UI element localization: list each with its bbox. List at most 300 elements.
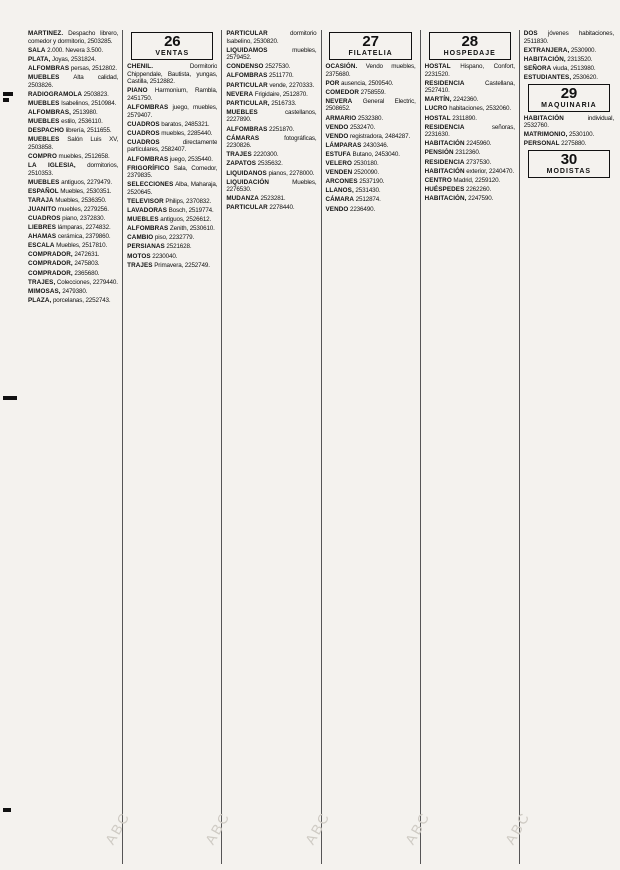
ad-keyword: MARTÍN, — [424, 96, 452, 104]
ad-keyword: OCASIÓN. — [325, 63, 358, 70]
ad-text: 2520090. — [352, 169, 379, 177]
ad-keyword: HUÉSPEDES — [424, 185, 465, 193]
ad-keyword: LIQUIDANOS — [226, 169, 267, 177]
column-4 — [325, 30, 415, 864]
watermark: ABC — [201, 808, 234, 848]
ad-keyword: ALFOMBRAS — [28, 64, 70, 72]
ad-keyword: MARTINEZ. — [28, 30, 64, 37]
ad-text: 2537190. — [357, 178, 385, 186]
margin-mark — [3, 808, 11, 812]
classified-ad — [28, 188, 118, 196]
ad-text: 2531430. — [353, 187, 381, 195]
ad-keyword: PLATA, — [28, 55, 51, 63]
ad-text: 2.000. Nevera 3.500. — [45, 46, 103, 54]
column-5 — [425, 30, 515, 864]
ad-keyword: DESPACHO — [28, 127, 65, 135]
column-divider — [420, 30, 421, 864]
classified-ad — [226, 82, 316, 90]
ad-text: muebles, 2285440. — [159, 129, 213, 137]
classified-ad — [325, 196, 415, 204]
ad-keyword: CÁMARAS — [226, 134, 260, 142]
classified-ad — [425, 105, 515, 113]
ad-text: persas, 2512802. — [69, 64, 118, 72]
classified-ad — [226, 204, 316, 212]
classified-ad — [28, 100, 118, 108]
ad-text: 2262260. — [464, 185, 492, 193]
ad-text: directamente particulares, 2582407. — [127, 138, 218, 154]
ad-keyword: PENSIÓN — [424, 149, 454, 157]
ad-text: juego, 2535440. — [168, 155, 213, 163]
classified-ad — [524, 56, 614, 64]
ad-keyword: MUEBLES — [28, 178, 60, 186]
classified-ad — [425, 149, 515, 157]
ad-keyword: HABITACIÓN — [523, 114, 564, 122]
ad-keyword: ARMARIO — [325, 114, 357, 122]
ad-keyword: ALFOMBRAS — [127, 103, 169, 111]
ad-text: 2516733. — [269, 99, 297, 107]
ad-keyword: TRAJES — [127, 261, 153, 269]
ad-text: 2247590. — [466, 194, 494, 202]
ad-text: señoras, 2231630. — [424, 123, 515, 139]
ad-text: 2472631. — [72, 251, 100, 259]
ad-keyword: MUEBLES — [28, 136, 60, 144]
ad-keyword: PARTICULAR, — [226, 99, 270, 107]
ad-text: Colecciones, 2279440. — [55, 278, 118, 286]
ad-text: 2530620. — [571, 73, 598, 81]
classified-ad — [325, 89, 415, 97]
ad-keyword: DOS — [523, 30, 538, 37]
classified-ad — [127, 87, 217, 102]
ad-text: Zenith, 2530610. — [168, 225, 215, 233]
ad-keyword: COMPRADOR, — [28, 269, 73, 277]
ad-text: 2530180. — [351, 160, 379, 168]
classified-ad — [127, 139, 217, 154]
ad-keyword: JUANITO — [28, 205, 57, 213]
ad-text: Frigidaire, 2512870. — [253, 90, 308, 98]
ad-keyword: MIMOSAS, — [28, 287, 61, 295]
ad-text: Alba, Maharaja, 2520645. — [127, 181, 218, 196]
column-divider — [519, 30, 520, 864]
classified-ad — [127, 165, 217, 180]
classified-ad — [28, 162, 118, 177]
ad-text: vende, 2270333. — [267, 81, 315, 89]
classified-ad — [28, 91, 118, 99]
ad-keyword: ESTUDIANTES, — [523, 73, 572, 81]
ad-keyword: CUADROS — [28, 214, 61, 222]
ad-keyword: PARTICULAR — [226, 81, 268, 89]
ad-keyword: MUEBLES — [28, 99, 60, 107]
section-number: 26 — [164, 33, 181, 50]
ad-text: muebles, 2579452. — [226, 46, 317, 62]
ad-text: Madrid, 2259120. — [451, 176, 501, 184]
ad-keyword: SELECCIONES — [127, 181, 174, 189]
classified-ad — [425, 159, 515, 167]
ad-keyword: LIQUIDAMOS — [226, 46, 268, 54]
ad-keyword: MUEBLES — [127, 216, 159, 224]
ad-text: antiguos, 2279479. — [59, 178, 112, 186]
ad-text: 2278440. — [267, 204, 295, 212]
classified-ad — [425, 80, 515, 95]
ad-keyword: RADIOGRAMOLA — [28, 90, 83, 98]
ad-keyword: COMPRO — [28, 152, 57, 160]
classified-ad — [425, 124, 515, 139]
margin-mark — [3, 92, 13, 96]
ad-text: dormitorio Isabelino, 2530820. — [226, 30, 317, 45]
ad-keyword: VENDEN — [325, 169, 353, 177]
classified-ad — [28, 56, 118, 64]
classified-ad — [524, 74, 614, 82]
ad-text: 2313520. — [565, 55, 593, 63]
ad-keyword: CAMBIO — [127, 234, 154, 242]
ad-keyword: COMPRADOR, — [28, 260, 73, 268]
section-header-modistas — [528, 150, 610, 178]
ad-keyword: RESIDENCIA — [424, 79, 465, 87]
ad-text: 2275880. — [559, 140, 587, 148]
ad-keyword: PERSONAL — [523, 140, 560, 148]
ad-keyword: HOSTAL — [424, 114, 451, 122]
ad-keyword: NEVERA — [325, 97, 353, 105]
classified-ad — [524, 47, 614, 55]
ad-text: 2365680. — [72, 269, 100, 277]
classified-ad — [524, 140, 614, 148]
ad-keyword: TRAJES, — [28, 278, 56, 286]
ad-text: General Electric, 2508652. — [325, 97, 416, 113]
classified-ad — [28, 127, 118, 135]
classified-ad — [226, 47, 316, 62]
column-6 — [524, 30, 614, 864]
classified-ad — [28, 109, 118, 117]
classified-ad — [28, 288, 118, 296]
classified-ad — [524, 30, 614, 45]
classified-ad — [325, 98, 415, 113]
classified-ad — [524, 131, 614, 139]
classified-ad — [28, 242, 118, 250]
ad-keyword: ESTUFA — [325, 150, 351, 158]
ad-text: Philips, 2370832. — [163, 198, 212, 205]
ad-text: lámparas, 2274832. — [56, 224, 111, 232]
ad-keyword: ALFOMBRAS — [226, 125, 268, 133]
classified-ad — [425, 63, 515, 78]
ad-text: piso, 2232779. — [153, 234, 195, 242]
margin-mark — [3, 396, 17, 400]
classified-ad — [325, 206, 415, 214]
ad-text: 2230040. — [150, 252, 178, 260]
classified-ad — [325, 133, 415, 141]
classified-ad — [325, 169, 415, 177]
column-divider — [221, 30, 222, 864]
ad-keyword: LA IGLESIA, — [28, 161, 76, 169]
ad-keyword: COMEDOR — [325, 88, 360, 96]
classified-ad — [226, 126, 316, 134]
ad-text: 2527530. — [263, 63, 291, 71]
classified-ad — [28, 297, 118, 305]
ad-text: Hispano, Confort, 2231520. — [424, 63, 515, 78]
classified-ad — [127, 130, 217, 138]
ad-keyword: ESPAÑOL — [28, 187, 59, 195]
ad-text: piano, 2372830. — [60, 214, 106, 222]
ad-text: 2758559. — [359, 88, 386, 96]
classified-ad — [127, 216, 217, 224]
ad-text: Bosch, 2519774. — [167, 207, 214, 215]
ad-text: 2530100. — [567, 131, 595, 139]
classified-ad — [325, 151, 415, 159]
classified-ad — [28, 233, 118, 241]
ad-text: individual, 2532760. — [523, 114, 614, 130]
ad-keyword: AHAMAS — [28, 233, 57, 241]
ad-keyword: ARCONES — [325, 178, 358, 186]
ad-text: jóvenes habitaciones, 2511830. — [523, 30, 614, 45]
ad-text: habitaciones, 2532060. — [447, 105, 511, 113]
ad-keyword: MOTOS — [127, 252, 151, 260]
ad-keyword: MUEBLES — [28, 73, 60, 81]
ad-text: Primavera, 2252749. — [152, 261, 210, 269]
ad-text: Muebles, 2536350. — [53, 196, 107, 204]
ad-text: Muebles, 2517810. — [54, 242, 108, 250]
ad-text: 2220300. — [251, 151, 279, 159]
classified-ad — [325, 178, 415, 186]
classified-ad — [28, 65, 118, 73]
ad-text: pianos, 2278000. — [266, 169, 315, 177]
ad-text: 2245960. — [464, 140, 492, 148]
ad-text: Sala, Comedor, 2379835. — [127, 164, 218, 180]
ad-text: 2430346. — [361, 141, 389, 149]
ad-keyword: PIANO — [127, 87, 148, 95]
classified-ad — [28, 136, 118, 151]
classified-ad — [127, 63, 217, 86]
ad-keyword: HOSTAL — [424, 63, 451, 70]
ad-keyword: MATRIMONIO, — [523, 131, 568, 139]
ad-text: dormitorios, 2510353. — [28, 161, 119, 177]
margin-mark — [3, 98, 9, 102]
classified-ad — [127, 243, 217, 251]
classified-ad — [127, 234, 217, 242]
classified-ad — [226, 160, 316, 168]
ad-keyword: PARTICULAR — [226, 30, 268, 37]
ad-text: Salón Luis XV, 2503858. — [28, 136, 119, 151]
classified-ad — [524, 65, 614, 73]
classifieds-page — [28, 30, 614, 864]
ad-keyword: CHENIL. — [127, 63, 154, 70]
ad-text: Dormitorio Chippendale, Bautista, yungas, Castilla, 2512882. — [127, 63, 218, 86]
watermark: ABC — [501, 808, 534, 848]
ad-text: librería, 2511655. — [64, 127, 112, 135]
ad-text: juego, muebles, 2579407. — [127, 103, 218, 119]
section-number: 27 — [362, 33, 379, 50]
column-1 — [28, 30, 118, 864]
section-header-ventas — [131, 32, 213, 60]
classified-ad — [127, 181, 217, 196]
classified-ad — [425, 115, 515, 123]
classified-ad — [325, 187, 415, 195]
ad-keyword: PARTICULAR — [226, 204, 268, 212]
ad-text: Vendo muebles, 2375680. — [325, 63, 416, 78]
ad-keyword: CUADROS — [127, 120, 160, 128]
ad-keyword: LIQUIDACIÓN — [226, 178, 270, 186]
classified-ad — [325, 160, 415, 168]
ad-keyword: SALA — [28, 46, 46, 54]
ad-keyword: CENTRO — [424, 176, 452, 184]
ad-keyword: ALFOMBRAS, — [28, 108, 71, 116]
ad-keyword: LIEBRES — [28, 224, 56, 232]
ad-keyword: ALFOMBRAS — [127, 225, 169, 233]
ad-text: Isabelinos, 2510984. — [59, 99, 117, 107]
ad-keyword: VENDO — [325, 132, 349, 140]
ad-text: Harmonium, Rambla, 2451750. — [127, 87, 218, 102]
ad-text: 2521628. — [164, 243, 192, 251]
classified-ad — [127, 104, 217, 119]
ad-keyword: CUADROS — [127, 129, 160, 137]
classified-ad — [127, 156, 217, 164]
classified-ad — [28, 197, 118, 205]
classified-ad — [226, 135, 316, 150]
ad-text: 2475803. — [72, 260, 100, 268]
ad-text: 2737530. — [464, 158, 492, 166]
ad-text: exterior, 2240470. — [464, 167, 514, 175]
ad-keyword: VENDO — [325, 123, 349, 131]
ad-keyword: POR — [325, 79, 340, 87]
watermark: ABC — [301, 808, 334, 848]
ad-keyword: CUADROS — [127, 138, 160, 146]
ad-text: 2242360. — [451, 96, 479, 104]
ad-keyword: PLAZA, — [28, 296, 52, 304]
ad-text: Joyas, 2531824. — [50, 55, 96, 63]
section-title: MODISTAS — [546, 167, 592, 175]
column-divider — [321, 30, 322, 864]
ad-text: 2236490. — [348, 205, 376, 213]
ad-text: muebles, 2279256. — [56, 205, 109, 213]
ad-text: 2512874. — [354, 196, 381, 204]
ad-text: antiguos, 2526612. — [158, 216, 212, 224]
ad-keyword: TARAJA — [28, 196, 54, 204]
classified-ad — [226, 195, 316, 203]
classified-ad — [425, 168, 515, 176]
classified-ad — [28, 260, 118, 268]
classified-ad — [127, 262, 217, 270]
classified-ad — [127, 225, 217, 233]
ad-text: estilo, 2536110. — [59, 117, 103, 125]
ad-text: castellanos, 2227890. — [226, 108, 317, 124]
section-header-hospedaje — [429, 32, 511, 60]
section-title: HOSPEDAJE — [443, 50, 496, 57]
classified-ad — [325, 115, 415, 123]
classified-ad — [425, 177, 515, 185]
classified-ad — [28, 215, 118, 223]
classified-ad — [127, 121, 217, 129]
classified-ad — [28, 179, 118, 187]
ad-text: cerámica, 2379860. — [56, 233, 111, 241]
ad-text: Butano, 2453040. — [350, 150, 400, 158]
classified-ad — [226, 91, 316, 99]
ad-keyword: ZAPATOS — [226, 160, 257, 168]
ad-keyword: CÁMARA — [325, 196, 355, 204]
classified-ad — [425, 140, 515, 148]
ad-text: Muebles, 2530351. — [58, 187, 112, 195]
section-header-maquinaria — [528, 84, 610, 112]
ad-keyword: HABITACIÓN — [424, 167, 465, 175]
ad-text: muebles, 2512658. — [56, 152, 110, 160]
classified-ad — [226, 170, 316, 178]
classified-ad — [28, 206, 118, 214]
ad-keyword: RESIDENCIA — [424, 123, 465, 131]
ad-keyword: EXTRANJERA, — [523, 46, 570, 54]
ad-keyword: LAVADORAS — [127, 207, 168, 215]
section-number: 28 — [461, 33, 478, 50]
left-margin-marks — [0, 0, 28, 870]
section-title: FILATELIA — [348, 50, 393, 57]
ad-keyword: RESIDENCIA — [424, 158, 465, 166]
ad-text: Muebles, 2276530. — [226, 178, 317, 194]
classified-ad — [28, 30, 118, 45]
ad-keyword: MUEBLES — [28, 117, 60, 125]
ad-keyword: VELERO — [325, 160, 352, 168]
classified-ad — [226, 30, 316, 45]
ad-text: 2523281. — [258, 195, 286, 203]
classified-ad — [226, 100, 316, 108]
ad-text: 2479380. — [60, 287, 88, 295]
classified-ad — [226, 179, 316, 194]
ad-keyword: NEVERA — [226, 90, 254, 98]
column-divider — [122, 30, 123, 864]
ad-keyword: HABITACIÓN, — [523, 55, 566, 63]
ad-keyword: MUEBLES — [226, 108, 258, 116]
classified-ad — [28, 224, 118, 232]
classified-ad — [127, 253, 217, 261]
ad-keyword: ESCALA — [28, 242, 55, 250]
ad-text: 2251870. — [267, 125, 295, 133]
classified-ad — [127, 207, 217, 215]
section-number: 30 — [560, 150, 578, 168]
ad-text: baratos, 2485321. — [159, 120, 210, 128]
classified-ad — [28, 270, 118, 278]
watermark: ABC — [101, 808, 134, 848]
ad-keyword: TELEVISOR — [127, 198, 164, 205]
section-title: VENTAS — [155, 50, 190, 57]
ad-keyword: HABITACIÓN — [424, 140, 465, 148]
classified-ad — [325, 63, 415, 78]
classified-ad — [127, 198, 217, 206]
ad-keyword: ALFOMBRAS — [226, 72, 268, 80]
ad-keyword: HABITACIÓN, — [424, 194, 467, 202]
ad-keyword: LUCRO — [424, 105, 448, 113]
column-3 — [226, 30, 316, 864]
ad-text: ausencia, 2509540. — [339, 79, 394, 87]
classified-ad — [28, 118, 118, 126]
ad-text: fotográficas, 2230826. — [226, 134, 317, 150]
column-2 — [127, 30, 217, 864]
ad-text: porcelanas, 2252743. — [51, 296, 111, 304]
classified-ad — [425, 186, 515, 194]
ad-text: 2511770. — [267, 72, 294, 80]
classified-ad — [226, 72, 316, 80]
watermark: ABC — [401, 808, 434, 848]
ad-text: viuda, 2513980. — [551, 64, 596, 72]
ad-text: 2532380. — [356, 114, 383, 122]
ad-text: Castellana, 2527410. — [424, 79, 515, 95]
classified-ad — [325, 80, 415, 88]
ad-keyword: MUDANZA — [226, 195, 259, 203]
classified-ad — [524, 115, 614, 130]
ad-text: 2312360. — [453, 149, 481, 157]
classified-ad — [28, 251, 118, 259]
ad-text: 2513980. — [70, 108, 98, 116]
ad-keyword: ALFOMBRAS — [127, 155, 169, 163]
ad-keyword: COMPRADOR, — [28, 251, 73, 259]
classified-ad — [28, 153, 118, 161]
classified-ad — [425, 195, 515, 203]
ad-keyword: PERSIANAS — [127, 243, 165, 251]
ad-text: 2532470. — [348, 123, 376, 131]
ad-text: 2311890. — [450, 114, 477, 122]
